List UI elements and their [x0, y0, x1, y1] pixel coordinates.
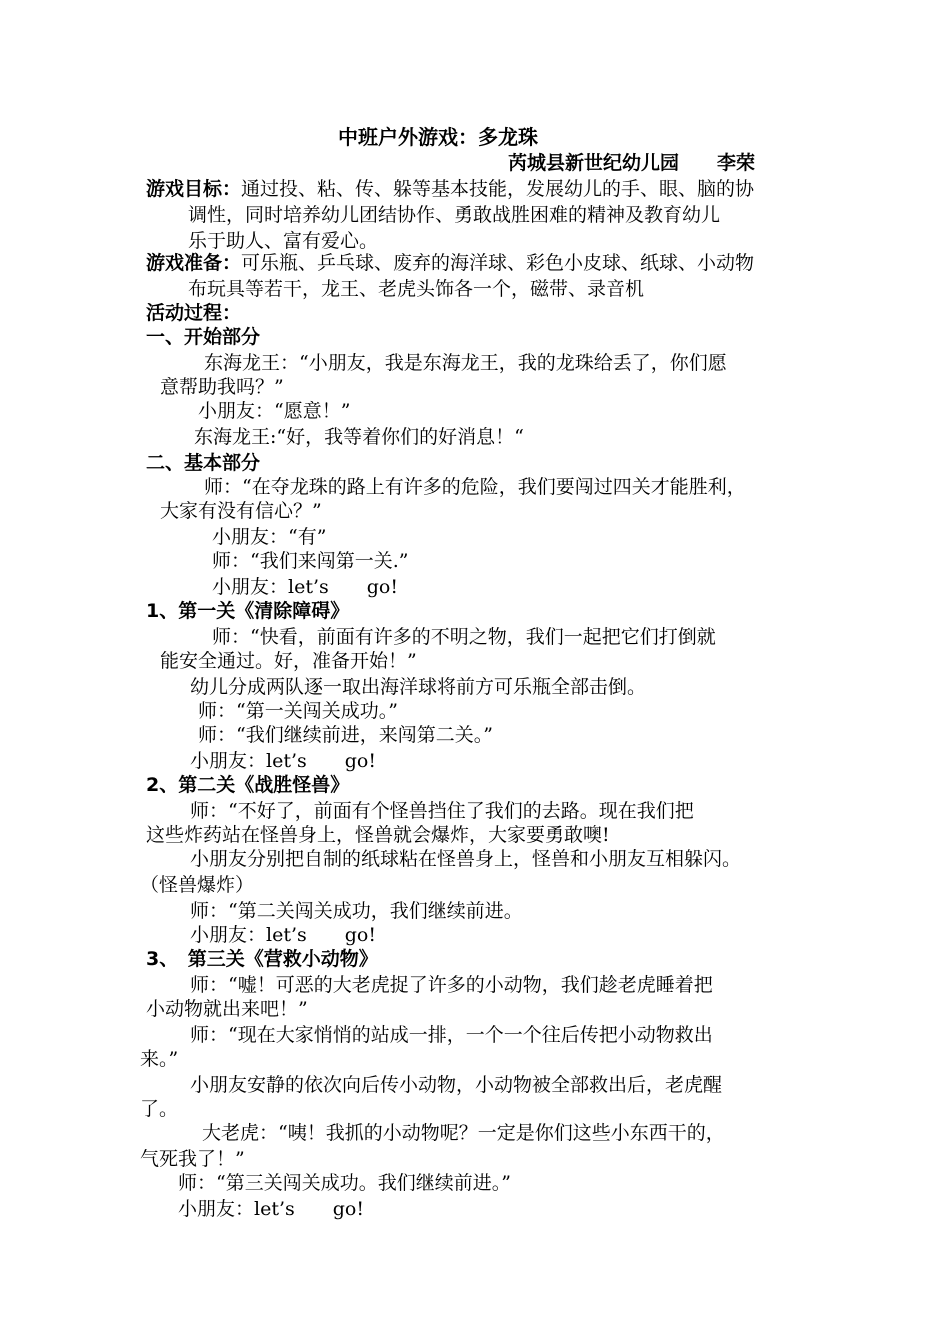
- prep-line-2: 布玩具等若干，龙王、老虎头饰各一个，磁带、录音机: [188, 278, 645, 300]
- stage2-line-1: 师：“不好了，前面有个怪兽挡住了我们的去路。现在我们把: [190, 800, 694, 822]
- stage2-heading: 2、第二关《战胜怪兽》: [146, 774, 350, 796]
- goal-line-1: [146, 176, 754, 202]
- stage1-line-6: 小朋友：let’s go!: [190, 750, 376, 772]
- stage3-line-10: 小朋友：let’s go!: [178, 1198, 364, 1220]
- part2-line-4: 师：“我们来闯第一关.”: [212, 550, 409, 572]
- stage3-line-7: 大老虎：“咦！我抓的小动物呢？一定是你们这些小东西干的，: [202, 1122, 725, 1144]
- stage3-line-8: 气死我了！”: [140, 1148, 245, 1170]
- stage2-line-4: （怪兽爆炸）: [140, 874, 255, 896]
- stage3-line-6: 了。: [140, 1098, 179, 1120]
- stage3-line-9: 师：“第三关闯关成功。我们继续前进。”: [178, 1172, 511, 1194]
- stage2-line-3: 小朋友分别把自制的纸球粘在怪兽身上，怪兽和小朋友互相躲闪。: [190, 848, 742, 870]
- goal-text-1: 通过投、粘、传、躲等基本技能，发展幼儿的手、眼、脑的协: [241, 178, 755, 200]
- stage1-line-2: 能安全通过。好，准备开始！”: [160, 650, 417, 672]
- stage1-heading: 1、第一关《清除障碍》: [146, 600, 350, 622]
- stage3-line-1: 师：“嘘！可恶的大老虎捉了许多的小动物，我们趁老虎睡着把: [190, 974, 713, 996]
- part2-line-2: 大家有没有信心？”: [160, 500, 322, 522]
- prep-label: 游戏准备：: [146, 252, 242, 274]
- process-label: 活动过程：: [146, 302, 242, 324]
- goal-label: 游戏目标：: [146, 178, 242, 200]
- prep-text-1: 可乐瓶、乒乓球、废弃的海洋球、彩色小皮球、纸球、小动物: [241, 252, 755, 274]
- part2-line-1: 师：“在夺龙珠的路上有许多的危险，我们要闯过四关才能胜利，: [204, 476, 746, 498]
- stage1-line-3: 幼儿分成两队逐一取出海洋球将前方可乐瓶全部击倒。: [190, 676, 647, 698]
- prep-line-1: [146, 250, 754, 276]
- stage1-line-5: 师：“我们继续前进，来闯第二关。”: [198, 724, 493, 746]
- stage3-line-3: 师：“现在大家悄悄的站成一排，一个一个往后传把小动物救出: [190, 1024, 713, 1046]
- goal-line-3: 乐于助人、富有爱心。: [188, 230, 379, 252]
- stage1-line-4: 师：“第一关闯关成功。”: [198, 700, 398, 722]
- part2-line-3: 小朋友：“有”: [212, 526, 327, 548]
- stage2-line-5: 师：“第二关闯关成功，我们继续前进。: [190, 900, 523, 922]
- document-title: 中班户外游戏：多龙珠: [338, 125, 538, 149]
- goal-line-2: 调性，同时培养幼儿团结协作、勇敢战胜困难的精神及教育幼儿: [188, 204, 721, 226]
- author-line: 芮城县新世纪幼儿园 李荣: [508, 152, 756, 174]
- stage2-line-2: 这些炸药站在怪兽身上，怪兽就会爆炸，大家要勇敢噢!: [146, 824, 610, 846]
- part1-line-3: 小朋友：“愿意！”: [198, 400, 351, 422]
- stage3-heading: 3、 第三关《营救小动物》: [146, 948, 378, 970]
- part1-line-1: 东海龙王：“小朋友，我是东海龙王，我的龙珠给丢了，你们愿: [204, 352, 727, 374]
- stage3-line-2: 小动物就出来吧！”: [146, 998, 308, 1020]
- part2-heading: 二、基本部分: [146, 452, 261, 474]
- stage1-line-1: 师：“快看，前面有许多的不明之物，我们一起把它们打倒就: [212, 626, 716, 648]
- part1-line-4: 东海龙王:“好，我等着你们的好消息！“: [194, 426, 524, 448]
- part2-line-5: 小朋友：let’s go!: [212, 576, 398, 598]
- stage3-line-4: 来。”: [140, 1048, 179, 1070]
- part1-line-2: 意帮助我吗？”: [160, 376, 284, 398]
- stage3-line-5: 小朋友安静的依次向后传小动物，小动物被全部救出后，老虎醒: [190, 1074, 723, 1096]
- part1-heading: 一、开始部分: [146, 326, 261, 348]
- stage2-line-6: 小朋友：let’s go!: [190, 924, 376, 946]
